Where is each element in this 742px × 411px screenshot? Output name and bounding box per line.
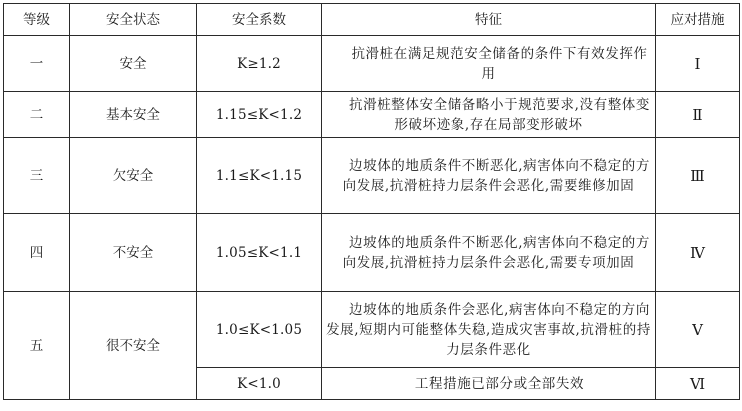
table-row bbox=[4, 36, 740, 92]
feature-text: 工程措施已部分或全部失效 bbox=[414, 375, 585, 392]
feature-text: 边坡体的地质条件会恶化,病害体向不稳定的方向发展,短期内可能整体失稳,造成灾害事故,抗滑桩的持力层条件恶化 bbox=[326, 301, 651, 358]
header-safety-state: 安全状态 bbox=[70, 4, 197, 36]
grade-cell: 二 bbox=[4, 92, 70, 138]
table-row bbox=[4, 214, 740, 292]
factor-cell: K<1.0 bbox=[197, 368, 322, 400]
measure-cell: Ⅴ bbox=[656, 292, 740, 368]
factor-cell: 1.15≤K<1.2 bbox=[197, 92, 322, 138]
feature-text: 抗滑桩在满足规范安全储备的条件下有效发挥作用 bbox=[351, 45, 648, 82]
feature-text: 边坡体的地质条件不断恶化,病害体向不稳定的方向发展,抗滑桩持力层条件会恶化,需要专项加固 bbox=[342, 234, 650, 271]
feature-text: 抗滑桩整体安全储备略小于规范要求,没有整体变形破坏迹象,存在局部变形破坏 bbox=[349, 96, 650, 133]
state-cell: 欠安全 bbox=[70, 138, 197, 214]
grade-cell: 五 bbox=[4, 292, 70, 400]
state-cell: 不安全 bbox=[70, 214, 197, 292]
feature-cell bbox=[322, 138, 656, 214]
measure-cell: Ⅲ bbox=[656, 138, 740, 214]
table-row bbox=[4, 292, 740, 368]
header-feature: 特征 bbox=[322, 4, 656, 36]
header-measure: 应对措施 bbox=[656, 4, 740, 36]
state-cell: 基本安全 bbox=[70, 92, 197, 138]
feature-cell bbox=[322, 214, 656, 292]
feature-cell bbox=[322, 368, 656, 400]
safety-grade-table bbox=[3, 3, 740, 400]
factor-cell: 1.05≤K<1.1 bbox=[197, 214, 322, 292]
header-row bbox=[4, 4, 740, 36]
measure-cell: Ⅵ bbox=[656, 368, 740, 400]
table-row bbox=[4, 92, 740, 138]
grade-cell: 四 bbox=[4, 214, 70, 292]
feature-cell bbox=[322, 36, 656, 92]
feature-text: 边坡体的地质条件不断恶化,病害体向不稳定的方向发展,抗滑桩持力层条件会恶化,需要维修加固 bbox=[342, 157, 650, 194]
factor-cell: 1.0≤K<1.05 bbox=[197, 292, 322, 368]
feature-cell bbox=[322, 292, 656, 368]
measure-cell: Ⅱ bbox=[656, 92, 740, 138]
header-safety-factor: 安全系数 bbox=[197, 4, 322, 36]
grade-cell: 一 bbox=[4, 36, 70, 92]
state-cell: 安全 bbox=[70, 36, 197, 92]
state-cell: 很不安全 bbox=[70, 292, 197, 400]
factor-cell: 1.1≤K<1.15 bbox=[197, 138, 322, 214]
header-grade: 等级 bbox=[4, 4, 70, 36]
feature-cell bbox=[322, 92, 656, 138]
measure-cell: Ⅰ bbox=[656, 36, 740, 92]
grade-cell: 三 bbox=[4, 138, 70, 214]
factor-cell: K≥1.2 bbox=[197, 36, 322, 92]
table-row bbox=[4, 138, 740, 214]
measure-cell: Ⅳ bbox=[656, 214, 740, 292]
